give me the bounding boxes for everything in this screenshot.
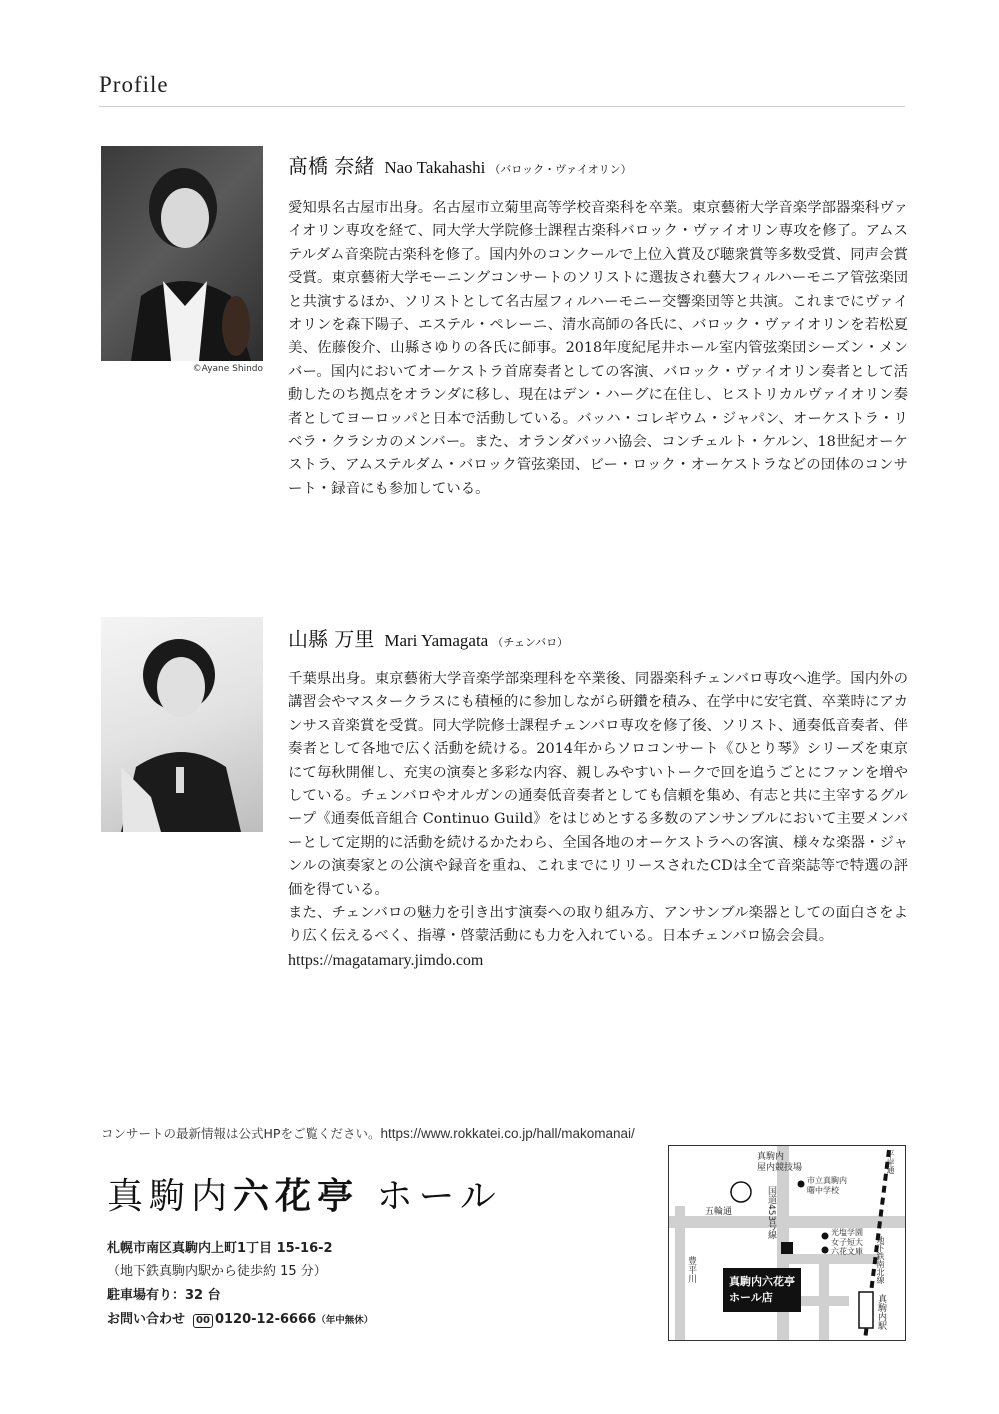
artist-website-link[interactable]: https://magatamary.jimdo.com xyxy=(288,951,484,969)
website-notice xyxy=(101,1124,635,1142)
notice-text: コンサートの最新情報は公式HPをご覧ください。 xyxy=(101,1126,381,1141)
instrument: （バロック・ヴァイオリン） xyxy=(489,163,632,176)
map-label-school: 市立真駒内 曙中学校 xyxy=(807,1176,847,1195)
map-label-station: 真駒内駅 xyxy=(876,1294,886,1330)
artist-bio-yamagata xyxy=(288,668,908,972)
page-title: Profile xyxy=(99,72,169,97)
artist-photo-yamagata xyxy=(101,617,263,832)
portrait-illustration xyxy=(101,617,263,832)
name-ja: 山縣 万里 xyxy=(288,627,375,651)
artist-name-yamagata xyxy=(288,623,568,652)
phone-note: （年中無休） xyxy=(316,1315,374,1326)
hall-parking: 駐車場有り：32 台 xyxy=(107,1288,221,1303)
free-dial-icon: 00 xyxy=(193,1314,213,1328)
map-label-arena: 真駒内 屋内競技場 xyxy=(757,1152,803,1173)
artist-name-takahashi xyxy=(288,150,632,179)
portrait-illustration xyxy=(101,146,263,361)
logo-part-1: 真駒内 xyxy=(107,1176,234,1217)
logo-part-3: ホール xyxy=(376,1176,502,1217)
bio-paragraph-2: また、チェンバロの魅力を引き出す演奏への取り組み方、アンサンブル楽器としての面白さをより広く伝えるべく、指導・啓蒙活動にも力を入れている。日本チェンバロ協会会員。 xyxy=(288,905,908,945)
title-divider xyxy=(99,106,905,107)
map-label-gojo: 五輪通 xyxy=(705,1207,733,1217)
map-label-park: 六花文庫 xyxy=(831,1247,863,1256)
photo-credit: ©Ayane Shindo xyxy=(192,364,263,374)
hall-logo xyxy=(107,1168,502,1219)
bio-paragraph: 千葉県出身。東京藝術大学音楽学部楽理科を卒業後、同器楽科チェンバロ専攻へ進学。国内外の講習会やマスタークラスにも積極的に参加しながら研鑽を積み、在学中に安宅賞、卒業時にアカンサス音楽賞を受賞。同大学院修士課程チェンバロ専攻を修了後、ソリスト、通奏低音奏者、伴奏者として各地で広く活動を続ける。2014年からソロコンサート《ひとり琴》シリーズを東京にて毎秋開催し、充実の演奏と多彩な内容、親しみやすいトークで回を追うごとにファンを増やしている。チェンバロやオルガンの通奏低音奏者としても信頼を集め、有志と共に主宰するグループ《通奏低音組合 Continuo Guild》をはじめとする多数のアンサンブルにおいて主要メンバーとして定期的に活動を続けるかたわら、全国各地のオーケストラへの客演、様々な楽器・ジャンルの演奏家との公演や録音を重ね、これまでにリリースされたCDは全て音楽誌等で特選の評価を得ている。 xyxy=(288,671,908,898)
artist-bio-takahashi xyxy=(288,197,908,501)
map-label-college: 光塩学園 女子短大 xyxy=(831,1228,863,1247)
name-ja: 髙橋 奈緒 xyxy=(288,154,375,178)
hall-contact xyxy=(107,1308,373,1328)
hall-address: 札幌市南区真駒内上町1丁目 15-16-2 xyxy=(107,1241,333,1256)
hall-website-link[interactable]: https://www.rokkatei.co.jp/hall/makomanai/ xyxy=(380,1126,635,1141)
hall-access: （地下鉄真駒内駅から徒歩約 15 分） xyxy=(107,1264,327,1279)
artist-photo-takahashi xyxy=(101,146,263,361)
phone-number[interactable]: 0120-12-6666 xyxy=(214,1312,317,1327)
bio-paragraph: 愛知県名古屋市出身。名古屋市立菊里高等学校音楽科を卒業。東京藝術大学音楽学部器楽科ヴァイオリン専攻を経て、同大学大学院修士課程古楽科バロック・ヴァイオリン専攻を修了。アムステルダム音楽院古楽科を修了。国内外のコンクールで上位入賞及び聴衆賞等多数受賞、同声会賞受賞。東京藝術大学モーニングコンサートのソリストに選抜され藝大フィルハーモニア管弦楽団と共演するほか、ソリストとして名古屋フィルハーモニー交響楽団等と共演。これまでにヴァイオリンを森下陽子、エステル・ペレーニ、清水高師の各氏に、バロック・ヴァイオリンを若松夏美、佐藤俊介、山縣さゆりの各氏に師事。2018年度紀尾井ホール室内管弦楽団シーズン・メンバー。国内においてオーケストラ首席奏者としての客演、バロック・ヴァイオリン奏者として活動したのち拠点をオランダに移し、現在はデン・ハーグに在住し、ヒストリカルヴァイオリン奏者としてヨーロッパと日本で活動している。バッハ・コレギウム・ジャパン、オーケストラ・リベラ・クラシカのメンバー。また、オランダバッハ協会、コンチェルト・ケルン、18世紀オーケストラ、アムステルダム・バロック管弦楽団、ビー・ロック・オーケストラなどの団体のコンサート・録音にも参加している。 xyxy=(288,200,908,497)
map-label-railway: 平岸通 xyxy=(886,1150,895,1174)
access-map xyxy=(668,1145,906,1341)
map-label-hall: 真駒内六花亭 ホール店 xyxy=(723,1268,801,1312)
map-label-route: 国道453号線 xyxy=(766,1186,776,1240)
name-en: Mari Yamagata xyxy=(384,631,489,650)
instrument: （チェンバロ） xyxy=(492,636,569,649)
map-label-river: 豊平川 xyxy=(686,1256,696,1283)
logo-part-2: 六花亭 xyxy=(233,1175,360,1217)
name-en: Nao Takahashi xyxy=(384,158,486,177)
contact-label: お問い合わせ xyxy=(107,1312,186,1327)
map-label-subway: 地下鉄南北線 xyxy=(876,1236,885,1284)
